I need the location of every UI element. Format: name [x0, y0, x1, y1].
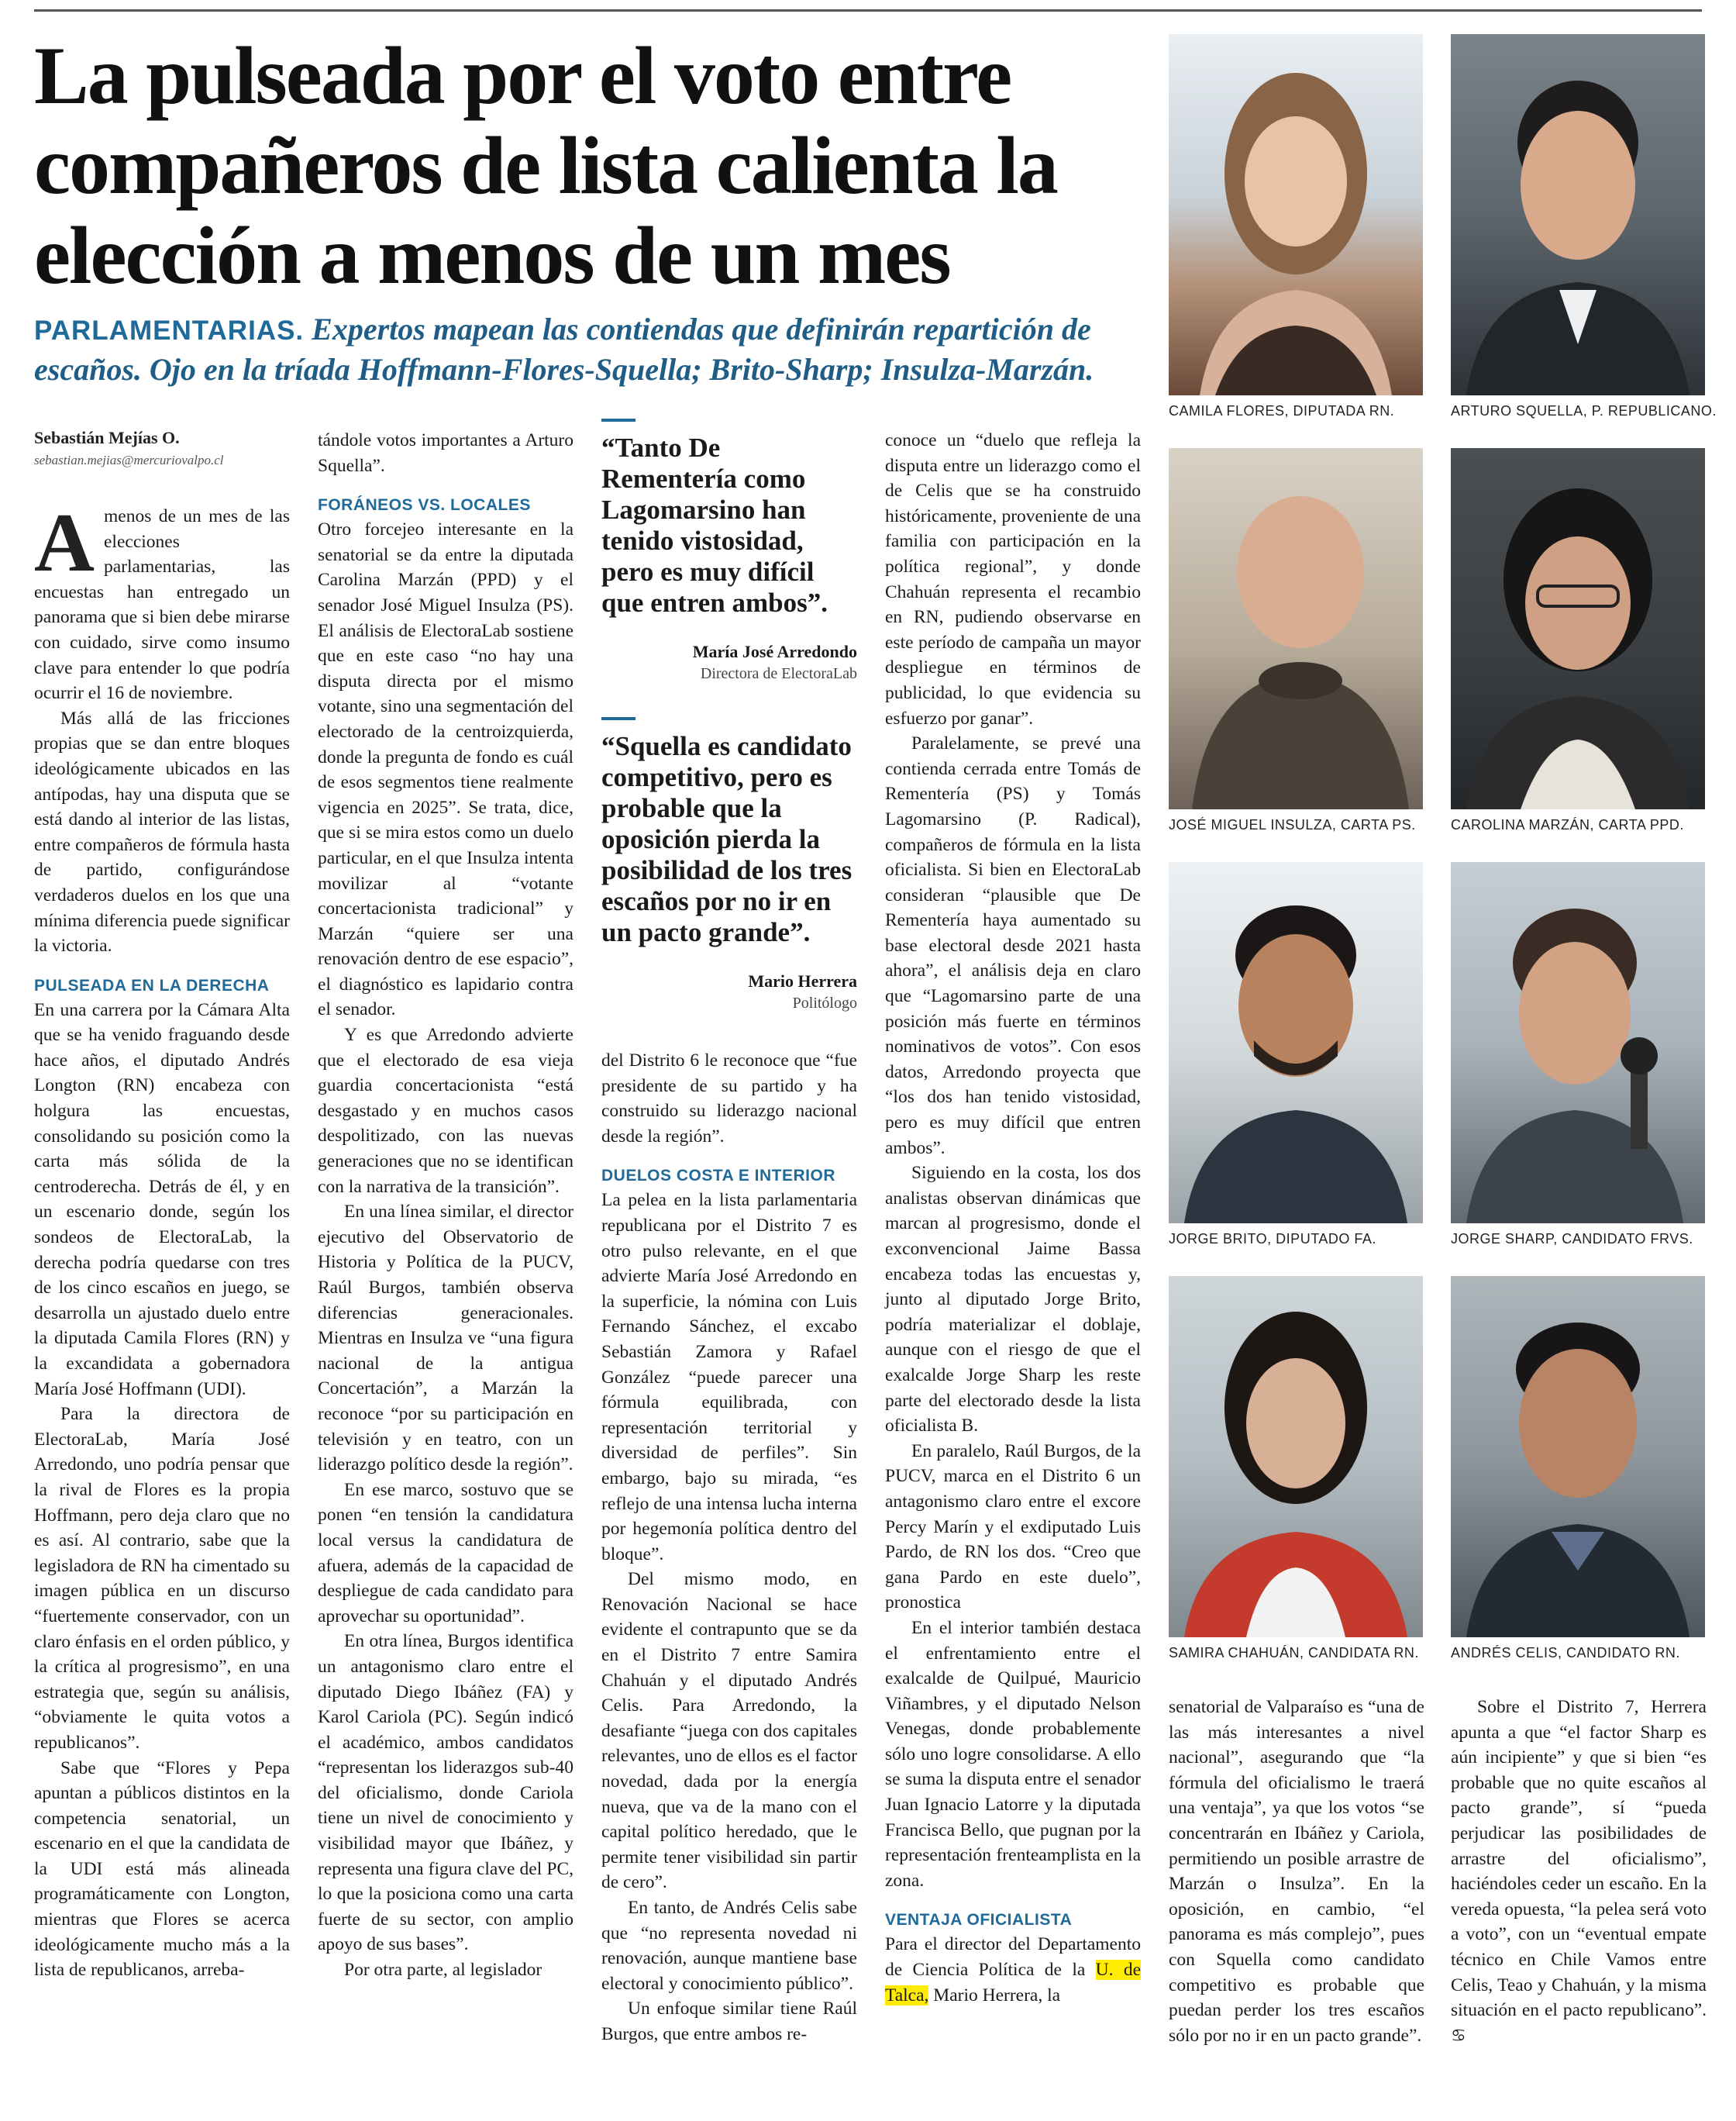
- portrait-image: [1169, 34, 1423, 395]
- paragraph: Por otra parte, al legislador: [344, 1960, 542, 1981]
- paragraph: En ese marco, sostuvo que se ponen “en tensión la candidatura local versus la candidatura de afuera, además de la capacidad de despliegue de cada candidato para aprovechar su oportunidad”.: [318, 1479, 574, 1626]
- paragraph: En el interior también destaca el enfrentamiento entre el exalcalde de Quilpué, Mauricio Viñambres, y el diputado Nelson Venegas, donde probablemente sólo uno logre consolidarse. A ello se suma la disputa entre el senador Juan Ignacio Latorre y la diputada Francisca Bello, que pugnan por la representación frenteamplista en la zona.: [885, 1617, 1141, 1891]
- pull-quote-2: [601, 717, 857, 1012]
- photo-caption: ARTURO SQUELLA, P. REPUBLICANO.: [1451, 403, 1717, 419]
- top-rule: [34, 9, 1702, 12]
- subheading: PULSEADA EN LA DERECHA: [34, 976, 270, 995]
- column-1: [34, 497, 290, 1983]
- paragraph: La pelea en la lista parlamentaria republicana por el Distrito 7 es otro pulso relevante, en el que advierte María José Arredondo en la superficie, la nómina con Luis Fernando Sánchez, el excabo Sebastián Zamora y Rafael González “puede parecer una fórmula equilibrada, con representación territorial y diversidad de perfiles”. Sin embargo, bajo su mirada, “es reflejo de una intensa lucha interna por hegemonía política dentro del bloque”.: [601, 1190, 857, 1564]
- subheading: VENTAJA OFICIALISTA: [885, 1911, 1073, 1930]
- paragraph: Más allá de las fricciones propias que se dan entre bloques ideológicamente ubicados en las antípodas, hay una disputa que se está dando al interior de las listas, entre compañeros de fórmula hasta de partido, configurándose verdaderos duelos en los que una mínima diferencia puede significar la victoria.: [34, 708, 290, 957]
- portrait-image: [1451, 862, 1705, 1223]
- paragraph: Amenos de un mes de las elecciones parlamentarias, las encuestas han entregado un panorama que si bien debe mirarse con cuidado, sirve como insumo clave para entender lo que podría ocurrir el 16 de noviembre.: [34, 497, 290, 704]
- portrait-image: [1451, 34, 1705, 395]
- quote-role: Directora de ElectoraLab: [700, 665, 857, 682]
- paragraph: Sobre el Distrito 7, Herrera apunta a que “el factor Sharp es aún incipiente” y que si bien “es probable que no quite escaños al pacto grande”, sí “pueda perjudicar las posibilidades de arrastre del oficialismo”, haciéndoles ceder un escaño. En la vereda opuesta, “la pelea será voto a voto”, con un “eventual empate técnico en Chile Vamos entre Celis, Teao y Chahuán, y la misma situación en el pacto republicano”. ♋: [1451, 1697, 1707, 2046]
- deck-kicker: PARLAMENTARIAS.: [34, 316, 305, 346]
- paragraph: En una línea similar, el director ejecutivo del Observatorio de Historia y Política de la PUCV, Raúl Burgos, también observa diferencias generacionales. Mientras en Insulza ve “una figura nacional de la antigua Concertación”, a Marzán la reconoce “por su participación en televisión y en teatro, con un liderazgo político desde la región”.: [318, 1202, 574, 1475]
- paragraph: Sabe que “Flores y Pepa apuntan a públicos distintos en la competencia senatorial, un escenario en el que la candidata de la UDI está más alineada programáticamente con Longton, mientras que Flores se acerca ideológicamente mucho más a la lista de republicanos, arreba-: [34, 1757, 290, 1981]
- paragraph: Otro forcejeo interesante en la senatorial se da entre la diputada Carolina Marzán (PPD) y el senador José Miguel Insulza (PS). El análisis de ElectoraLab sostiene que en este caso “no hay una disputa directa por el mismo votante, sino una segmentación del electorado de la centroizquierda, donde la pregunta de fondo es cuál de esos segmentos tiene realmente vigencia en 2025”. Se trata, dice, que si se mira estos como un duelo particular, en el que Insulza intenta movilizar al “votante concertacionista tradicional” y Marzán “quiere ser una renovación dentro de ese espacio”, el diagnóstico es lapidario contra el senador.: [318, 519, 574, 1020]
- paragraph: Un enfoque similar tiene Raúl Burgos, que entre ambos re-: [601, 1999, 857, 2044]
- end-mark-icon: ♋: [1451, 2026, 1466, 2046]
- quote-text: “Tanto De Rementería como Lagomarsino han tenido vistosidad, pero es muy difícil que entren ambos”.: [601, 433, 828, 618]
- column-6: [1451, 1695, 1707, 2049]
- deck-text: Expertos mapean las contiendas que definirán repartición de escaños. Ojo en la tríada Hoffmann-Flores-Squella; Brito-Sharp; Insulza-Marzán.: [34, 312, 1094, 387]
- paragraph: En tanto, de Andrés Celis sabe que “no representa novedad ni renovación, aunque mantiene base electoral y conocimiento público”.: [601, 1898, 857, 1994]
- highlighted-text: U. de Talca,: [885, 1960, 1142, 2005]
- paragraph: conoce un “duelo que refleja la disputa entre un liderazgo como el de Celis que se ha construido históricamente, proveniente de una familia con participación en la política regional”, y donde Chahuán representa el recambio en RN, pudiendo observarse en este período de campaña un mayor despliegue en términos de publicidad, lo que evidencia su esfuerzo por ganar”.: [885, 430, 1141, 729]
- portrait-image: [1451, 1276, 1705, 1637]
- headline: La pulseada por el voto entre compañeros de lista calienta la elección a menos de un mes: [34, 30, 1057, 301]
- byline: [34, 428, 298, 468]
- paragraph: tándole votos importantes a Arturo Squella”.: [318, 430, 574, 476]
- paragraph: Paralelamente, se prevé una contienda cerrada entre Tomás de Rementería (PS) y Tomás Lagomarsino (P. Radical), compañeros de fórmula en la lista oficialista. Si bien en ElectoraLab consideran “plausible que De Rementería haya aumentado su base electoral desde 2021 hasta ahora”, el análisis deja en claro que “Lagomarsino parte de una posición más fuerte en términos nominativos de votos”. Con esos datos, Arredondo proyecta que “los dos han tenido vistosidad, pero es muy difícil que entren ambos”.: [885, 733, 1141, 1158]
- quote-role: Politólogo: [792, 995, 857, 1012]
- portrait-image: [1169, 862, 1423, 1223]
- photo-caption: JORGE SHARP, CANDIDATO FRVS.: [1451, 1231, 1693, 1247]
- paragraph: En paralelo, Raúl Burgos, de la PUCV, marca en el Distrito 6 un antagonismo claro entre el excore Percy Marín y el exdiputado Luis Pardo, de RN los dos. “Creo que gana Pardo en este duelo”, pronostica: [885, 1440, 1141, 1613]
- paragraph: Para la directora de ElectoraLab, María José Arredondo, uno podría pensar que la rival de Flores es la propia Hoffmann, pero deja claro que no es así. Al contrario, sabe que la legisladora de RN ha cimentado su imagen pública en un discurso “fuertemente conservador, con un claro énfasis en el orden público, y la crítica al progresismo”, en una estrategia que, según su análisis, “obviamente le quita votos a republicanos”.: [34, 1404, 290, 1753]
- pull-quote-1: [601, 419, 857, 683]
- quote-author: Mario Herrera: [748, 971, 857, 991]
- paragraph: del Distrito 6 le reconoce que “fue presidente de su partido y ha construido su liderazgo nacional desde la región”.: [601, 1050, 857, 1147]
- portrait-image: [1169, 1276, 1423, 1637]
- quote-rule: [601, 419, 636, 422]
- column-5: [1169, 1695, 1424, 2048]
- byline-name: Sebastián Mejías O.: [34, 428, 180, 447]
- quote-rule: [601, 717, 636, 720]
- photo-caption: JORGE BRITO, DIPUTADO FA.: [1169, 1231, 1376, 1247]
- portrait-image: [1169, 448, 1423, 809]
- paragraph: Siguiendo en la costa, los dos analistas observan dinámicas que marcan al progresismo, donde el exconvencional Jaime Bassa encabeza todas las encuestas y, junto al diputado Jorge Brito, podría materializar el doblaje, aunque con el riesgo de que el exalcalde Jorge Sharp les reste parte del electorado desde la lista oficialista B.: [885, 1163, 1141, 1436]
- subheading: DUELOS COSTA E INTERIOR: [601, 1167, 836, 1185]
- photo-caption: CAMILA FLORES, DIPUTADA RN.: [1169, 403, 1395, 419]
- quote-text: “Squella es candidato competitivo, pero es probable que la oposición pierda la posibilidad de los tres escaños por no ir en un pacto grande”.: [601, 731, 852, 947]
- photo-caption: SAMIRA CHAHUÁN, CANDIDATA RN.: [1169, 1645, 1419, 1661]
- column-3: [601, 1048, 857, 2047]
- paragraph: Del mismo modo, en Renovación Nacional se hace evidente el contrapunto que se da en el Distrito 7 entre Samira Chahuán y el diputado Andrés Celis. Para Arredondo, la desafiante “juega con dos capitales relevantes, uno de ellos es el factor novedad, dada por la energía nueva, que va de la mano con el capital político heredado, que le permite tener visibilidad sin partir de cero”.: [601, 1569, 857, 1893]
- column-2: [318, 428, 574, 1983]
- column-4: [885, 428, 1141, 2008]
- drop-cap: A: [34, 497, 95, 589]
- subheading: FORÁNEOS VS. LOCALES: [318, 496, 531, 515]
- paragraph: senatorial de Valparaíso es “una de las más interesantes a nivel nacional”, asegurando que “la fórmula del oficialismo le traerá una ventaja”, ya que los votos “se concentrarán en Ibáñez y Cariola, permitiendo un posible arrastre de Marzán o Insulza”. En la oposición, en cambio, “el panorama es más complejo”, pues con Squella como candidato competitivo es probable que puedan perder los tres escaños sólo por no ir en un pacto grande”.: [1169, 1697, 1424, 2046]
- paragraph: En otra línea, Burgos identifica un antagonismo claro entre el diputado Diego Ibáñez (FA) y Karol Cariola (PC). Según indicó el académico, ambos candidatos “representan los liderazgos sub-40 del oficialismo, donde Cariola tiene un nivel de conocimiento y visibilidad mayor que Ibáñez, y representa una figura clave del PC, lo que la posiciona como una carta fuerte de su sector, con amplio apoyo de sus bases”.: [318, 1631, 574, 1955]
- photo-caption: ANDRÉS CELIS, CANDIDATO RN.: [1451, 1645, 1680, 1661]
- deck: [34, 310, 1150, 389]
- paragraph: Y es que Arredondo advierte que el electorado de esa vieja guardia concertacionista “está desgastado y en muchos casos despolitizado, con las nuevas generaciones que no se identifican con la narrativa de la transición”.: [318, 1025, 574, 1197]
- photo-caption: CAROLINA MARZÁN, CARTA PPD.: [1451, 817, 1684, 833]
- byline-email: sebastian.mejias@mercuriovalpo.cl: [34, 453, 224, 467]
- paragraph: En una carrera por la Cámara Alta que se ha venido fraguando desde hace años, el diputado Andrés Longton (RN) encabeza con holgura las encuestas, consolidando su posición como la carta más sólida de la centroderecha. Detrás de él, y en un escenario donde, según los sondeos de ElectoraLab, la derecha podría quedarse con tres de los cinco escaños en juego, se desarrolla un ajustado duelo entre la diputada Camila Flores (RN) y la excandidata a gobernadora María José Hoffmann (UDI).: [34, 999, 290, 1399]
- quote-author: María José Arredondo: [692, 642, 857, 661]
- portrait-image: [1451, 448, 1705, 809]
- photo-caption: JOSÉ MIGUEL INSULZA, CARTA PS.: [1169, 817, 1416, 833]
- paragraph: Para el director del Departamento de Ciencia Política de la U. de Talca, Mario Herrera, la: [885, 1934, 1142, 2005]
